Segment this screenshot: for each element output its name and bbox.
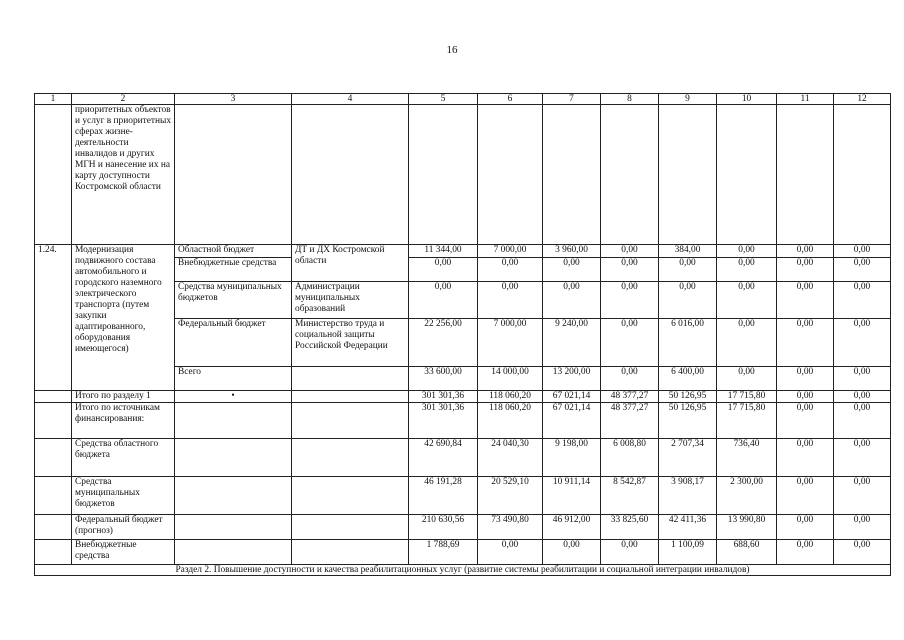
value-cell: 118 060,20 [478, 391, 543, 403]
col-header: 5 [409, 94, 478, 105]
value-cell: 118 060,20 [478, 403, 543, 439]
value-cell: 0,00 [777, 515, 834, 540]
value-cell: 0,00 [409, 258, 478, 282]
item-row [35, 245, 891, 258]
value-cell: 0,00 [777, 319, 834, 367]
value-cell: 67 021,14 [543, 391, 601, 403]
value-cell: 0,00 [777, 367, 834, 391]
value-cell: 0,00 [659, 282, 717, 319]
value-cell: 736,40 [717, 439, 777, 477]
value-cell: 0,00 [777, 282, 834, 319]
value-cell: 1 100,09 [659, 540, 717, 565]
total-label: Средства муниципальных бюджетов [72, 477, 175, 515]
value-cell: 9 198,00 [543, 439, 601, 477]
value-cell: 210 630,56 [409, 515, 478, 540]
value-cell: 8 542,87 [601, 477, 659, 515]
value-cell: 0,00 [717, 258, 777, 282]
value-cell: 67 021,14 [543, 403, 601, 439]
value-cell: 0,00 [601, 282, 659, 319]
value-cell: 50 126,95 [659, 391, 717, 403]
value-cell: 0,00 [601, 540, 659, 565]
col-header: 9 [659, 94, 717, 105]
empty-cell [35, 105, 72, 245]
value-cell: 0,00 [834, 391, 891, 403]
executor: Министерство труда и социальной защиты Российской Федерации [292, 319, 409, 367]
value-cell: 0,00 [834, 258, 891, 282]
section-title: Раздел 2. Повышение доступности и качества реабилитационных услуг (развитие системы реабилитации и социальной интеграции инвалидов) [35, 565, 891, 576]
total-row [35, 403, 891, 439]
value-cell: 14 000,00 [478, 367, 543, 391]
value-cell: 6 008,80 [601, 439, 659, 477]
value-cell: 0,00 [777, 245, 834, 258]
col-header: 11 [777, 94, 834, 105]
value-cell: 0,00 [478, 282, 543, 319]
value-cell: 33 600,00 [409, 367, 478, 391]
executor [292, 367, 409, 391]
section-row [35, 565, 891, 576]
value-cell: 0,00 [409, 282, 478, 319]
value-cell: 384,00 [659, 245, 717, 258]
total-row [35, 439, 891, 477]
value-cell: 20 529,10 [478, 477, 543, 515]
value-cell: 0,00 [834, 540, 891, 565]
total-row [35, 391, 891, 403]
value-cell: 0,00 [777, 391, 834, 403]
value-cell: 0,00 [834, 477, 891, 515]
value-cell: 13 990,80 [717, 515, 777, 540]
value-cell: 0,00 [478, 258, 543, 282]
value-cell: 688,60 [717, 540, 777, 565]
total-label: Внебюджетные средства [72, 540, 175, 565]
value-cell: 22 256,00 [409, 319, 478, 367]
value-cell: 0,00 [777, 439, 834, 477]
total-label: Итого по источникам финансирования: [72, 403, 175, 439]
total-row [35, 515, 891, 540]
value-cell: 0,00 [717, 367, 777, 391]
executor: ДТ и ДХ Костромской области [292, 245, 409, 282]
value-cell: 42 411,36 [659, 515, 717, 540]
value-cell: 0,00 [777, 477, 834, 515]
value-cell: 73 490,80 [478, 515, 543, 540]
item-number: 1.24. [35, 245, 72, 391]
value-cell: 1 788,69 [409, 540, 478, 565]
value-cell: 50 126,95 [659, 403, 717, 439]
value-cell: 17 715,80 [717, 391, 777, 403]
value-cell: 0,00 [659, 258, 717, 282]
value-cell: 9 240,00 [543, 319, 601, 367]
total-label: Средства областного бюджета [72, 439, 175, 477]
value-cell: 0,00 [834, 319, 891, 367]
funding-source: Всего [175, 367, 292, 391]
value-cell: 0,00 [543, 540, 601, 565]
value-cell: 17 715,80 [717, 403, 777, 439]
value-cell: 3 960,00 [543, 245, 601, 258]
value-cell: 6 016,00 [659, 319, 717, 367]
value-cell: 0,00 [717, 245, 777, 258]
program-table [34, 93, 891, 576]
value-cell: 301 301,36 [409, 403, 478, 439]
value-cell: 301 301,36 [409, 391, 478, 403]
value-cell: 0,00 [543, 282, 601, 319]
value-cell: 24 040,30 [478, 439, 543, 477]
column-number-row [35, 94, 891, 105]
page-number: 16 [446, 44, 458, 56]
value-cell: 0,00 [717, 319, 777, 367]
value-cell: 0,00 [834, 439, 891, 477]
col-header: 8 [601, 94, 659, 105]
value-cell: 2 707,34 [659, 439, 717, 477]
col-header: 2 [72, 94, 175, 105]
value-cell: 0,00 [834, 403, 891, 439]
value-cell: 48 377,27 [601, 391, 659, 403]
value-cell: 0,00 [834, 515, 891, 540]
col-header: 10 [717, 94, 777, 105]
value-cell: 10 911,14 [543, 477, 601, 515]
funding-source: Областной бюджет [175, 245, 292, 258]
value-cell: 11 344,00 [409, 245, 478, 258]
executor: Администрации муниципальных образований [292, 282, 409, 319]
value-cell: 13 200,00 [543, 367, 601, 391]
col-header: 12 [834, 94, 891, 105]
value-cell: 33 825,60 [601, 515, 659, 540]
value-cell: 2 300,00 [717, 477, 777, 515]
continued-item-row [35, 105, 891, 245]
funding-source: Средства муниципальных бюджетов [175, 282, 292, 319]
value-cell: 0,00 [777, 540, 834, 565]
value-cell: 7 000,00 [478, 245, 543, 258]
col-header: 6 [478, 94, 543, 105]
total-row [35, 477, 891, 515]
total-row [35, 540, 891, 565]
value-cell: 0,00 [601, 319, 659, 367]
value-cell: 0,00 [717, 282, 777, 319]
funding-source: Федеральный бюджет [175, 319, 292, 367]
total-label: Итого по разделу 1 [72, 391, 175, 403]
value-cell: 42 690,84 [409, 439, 478, 477]
col-header: 3 [175, 94, 292, 105]
value-cell: 46 912,00 [543, 515, 601, 540]
value-cell: 0,00 [777, 403, 834, 439]
value-cell: 0,00 [834, 282, 891, 319]
value-cell: 0,00 [543, 258, 601, 282]
funding-source: Внебюджетные средства [175, 258, 292, 282]
value-cell: 7 000,00 [478, 319, 543, 367]
value-cell: 0,00 [834, 245, 891, 258]
value-cell: 0,00 [777, 258, 834, 282]
value-cell: 0,00 [601, 258, 659, 282]
value-cell: 0,00 [601, 245, 659, 258]
value-cell: 48 377,27 [601, 403, 659, 439]
value-cell: 0,00 [601, 367, 659, 391]
total-mark: • [175, 391, 292, 403]
value-cell: 6 400,00 [659, 367, 717, 391]
col-header: 4 [292, 94, 409, 105]
value-cell: 46 191,28 [409, 477, 478, 515]
value-cell: 0,00 [834, 367, 891, 391]
item-name: Модернизация подвижного состава автомобильного и городского наземного электрического транспорта (путем закупки адаптированного, оборудования имеющегося) [72, 245, 175, 391]
value-cell: 3 908,17 [659, 477, 717, 515]
item-name: приоритетных объектов и услуг в приоритетных сферах жизне-деятельности инвалидов и других МГН и нанесение их на карту доступности Костромской области [72, 105, 175, 245]
col-header: 1 [35, 94, 72, 105]
value-cell: 0,00 [478, 540, 543, 565]
total-label: Федеральный бюджет (прогноз) [72, 515, 175, 540]
col-header: 7 [543, 94, 601, 105]
